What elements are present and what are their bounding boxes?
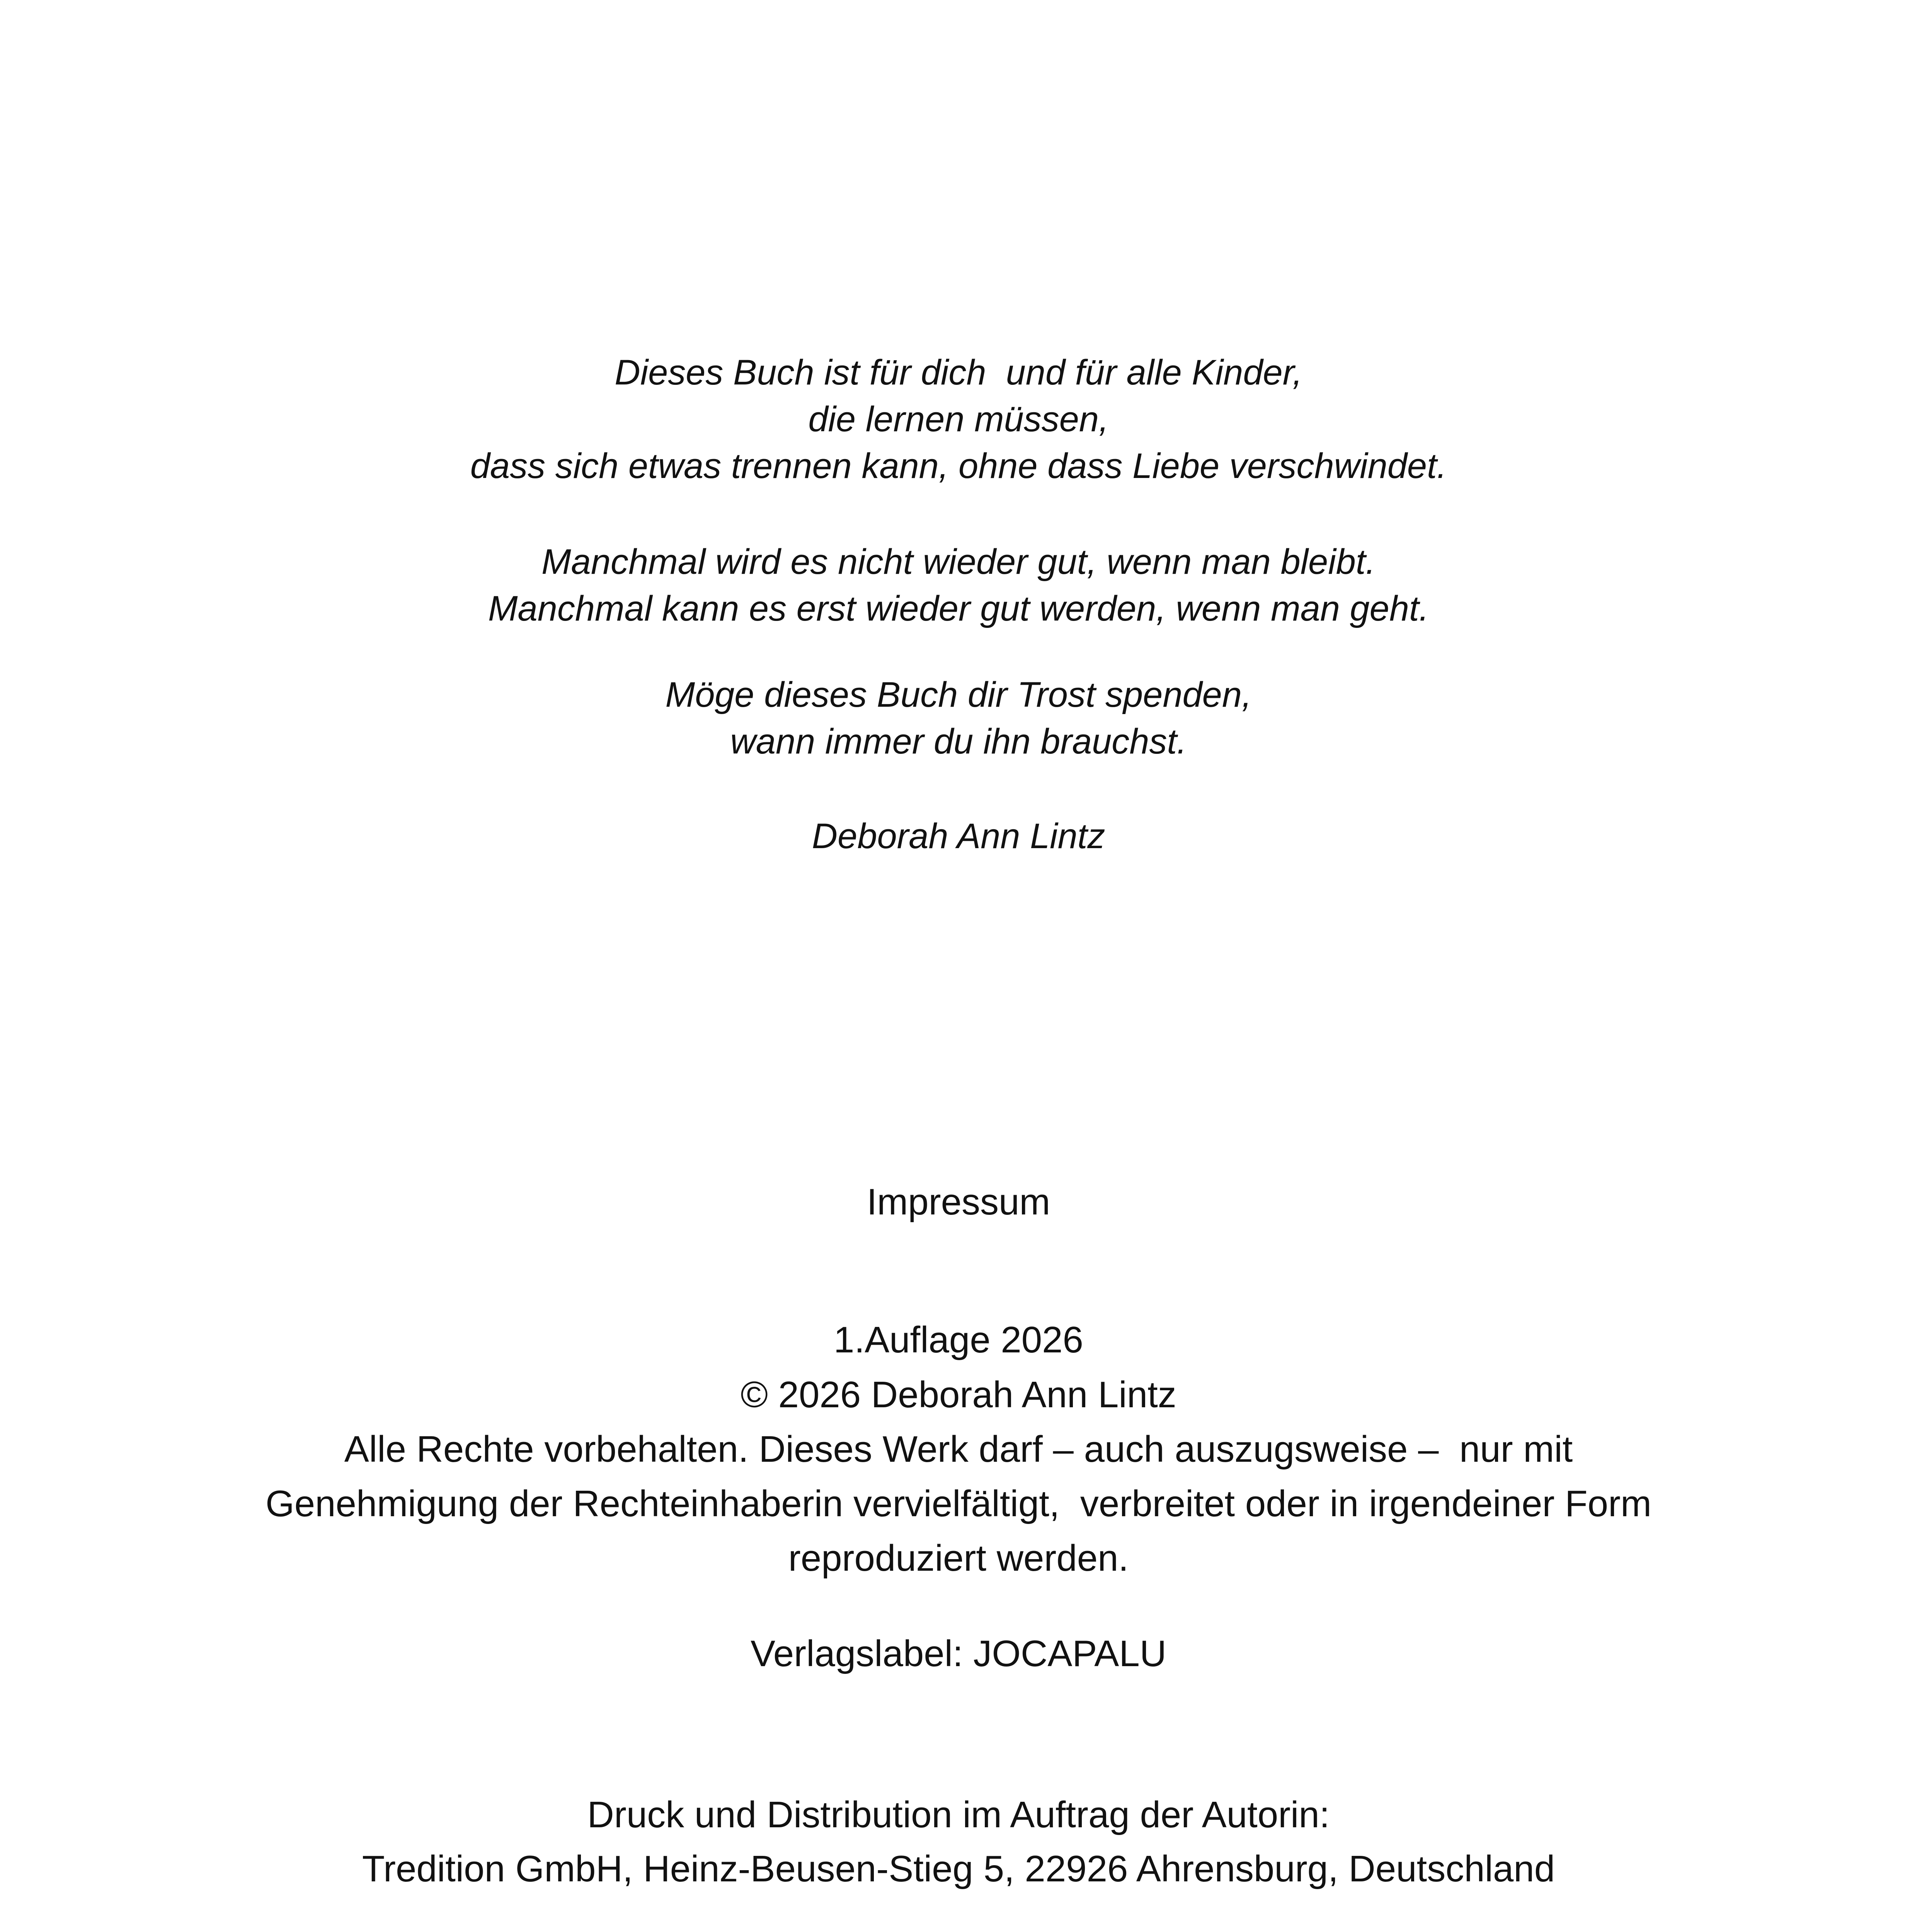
dedication-line: Dieses Buch ist für dich und für alle Kinder, xyxy=(615,353,1302,392)
dedication-line: wann immer du ihn brauchst. xyxy=(730,722,1187,761)
dedication-line: Manchmal wird es nicht wieder gut, wenn man bleibt. xyxy=(541,542,1376,582)
dedication-line: dass sich etwas trennen kann, ohne dass Liebe verschwindet. xyxy=(470,446,1447,486)
rights-line: reproduziert werden. xyxy=(788,1537,1129,1579)
distribution-line: Druck und Distribution im Auftrag der Autorin: xyxy=(587,1794,1330,1835)
dedication-line: Manchmal kann es erst wieder gut werden, wenn man geht. xyxy=(488,589,1429,628)
publisher-label: Verlagslabel: JOCAPALU xyxy=(750,1633,1167,1674)
dedication-line: Möge dieses Buch dir Trost spenden, xyxy=(665,675,1252,714)
dedication-line: die lernen müssen, xyxy=(808,400,1109,439)
distribution-line: Tredition GmbH, Heinz-Beusen-Stieg 5, 22926 Ahrensburg, Deutschland xyxy=(362,1848,1555,1889)
copyright-line: © 2026 Deborah Ann Lintz xyxy=(741,1374,1176,1415)
rights-line: Alle Rechte vorbehalten. Dieses Werk darf – auch auszugsweise – nur mit xyxy=(344,1429,1573,1470)
impressum-heading: Impressum xyxy=(867,1181,1050,1223)
edition-line: 1.Auflage 2026 xyxy=(834,1319,1083,1361)
rights-line: Genehmigung der Rechteinhaberin vervielfältigt, verbreitet oder in irgendeiner Form xyxy=(266,1483,1651,1524)
dedication-signature: Deborah Ann Lintz xyxy=(812,816,1105,856)
